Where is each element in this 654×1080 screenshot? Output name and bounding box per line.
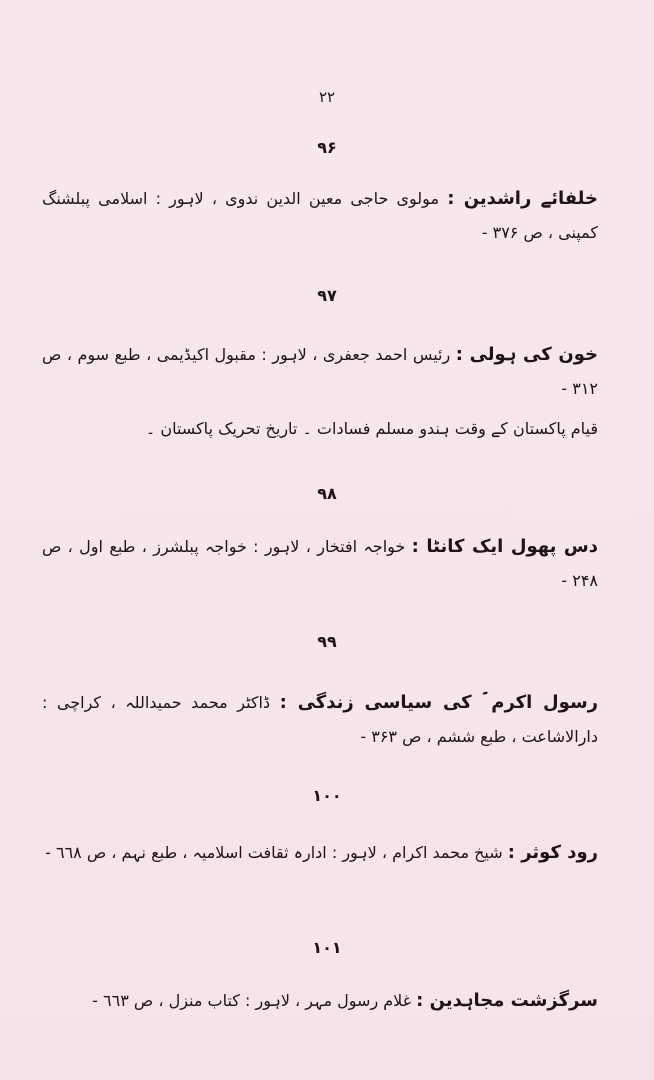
entry-body [42,686,598,754]
entry-title: رسول اکرم ؐ کی سیاسی زندگی : [279,692,599,713]
entry-title: خلفائے راشدین : [447,188,598,209]
entry-title: خون کی ہولی : [455,344,599,365]
entry-number: ۹۸ [317,484,337,503]
entry-number: ۹۶ [317,138,337,157]
entry-note: قیام پاکستان کے وقت ہندو مسلم فسادات ۔ تاریخ تحریک پاکستان ۔ [145,419,598,438]
entry-title: سرگزشت مجاہدین : [416,990,598,1011]
entry-title: دس پھول ایک کانٹا : [411,536,598,557]
entry-title: رود کوثر : [507,842,598,863]
entry-number: ۱۰۰ [312,786,342,805]
entry-text: شیخ محمد اکرام ، لاہور : ادارہ ثقافت اسلامیہ ، طبع نہم ، ص ٦٦٨ - [45,843,503,862]
entry-body [42,984,598,1018]
entry-text: مولوی حاجی معین الدین ندوی ، لاہور : اسلامی پبلشنگ کمپنی ، ص ۳۷۶ - [42,189,598,242]
entry-text: خواجہ افتخار ، لاہور : خواجہ پبلشرز ، طبع اول ، ص ۲۴۸ - [42,537,598,590]
entry-number: ۱۰۱ [312,938,342,957]
entry-body [42,836,598,870]
page-number: ۲۲ [318,88,336,106]
entry-text: ڈاکٹر محمد حمیداللہ ، کراچی : دارالاشاعت ، طبع ششم ، ص ۳۶۳ - [42,693,598,746]
entry-body [42,338,598,406]
entry-body [42,530,598,598]
entry-number: ۹۷ [317,286,337,305]
entry-text: غلام رسول مہر ، لاہور : کتاب منزل ، ص ٦٦٣ - [92,991,412,1010]
entry-text: رئیس احمد جعفری ، لاہور : مقبول اکیڈیمی ، طبع سوم ، ص ۳۱۲ - [42,345,598,398]
entry-number: ۹۹ [317,632,337,651]
entry-body [42,182,598,250]
